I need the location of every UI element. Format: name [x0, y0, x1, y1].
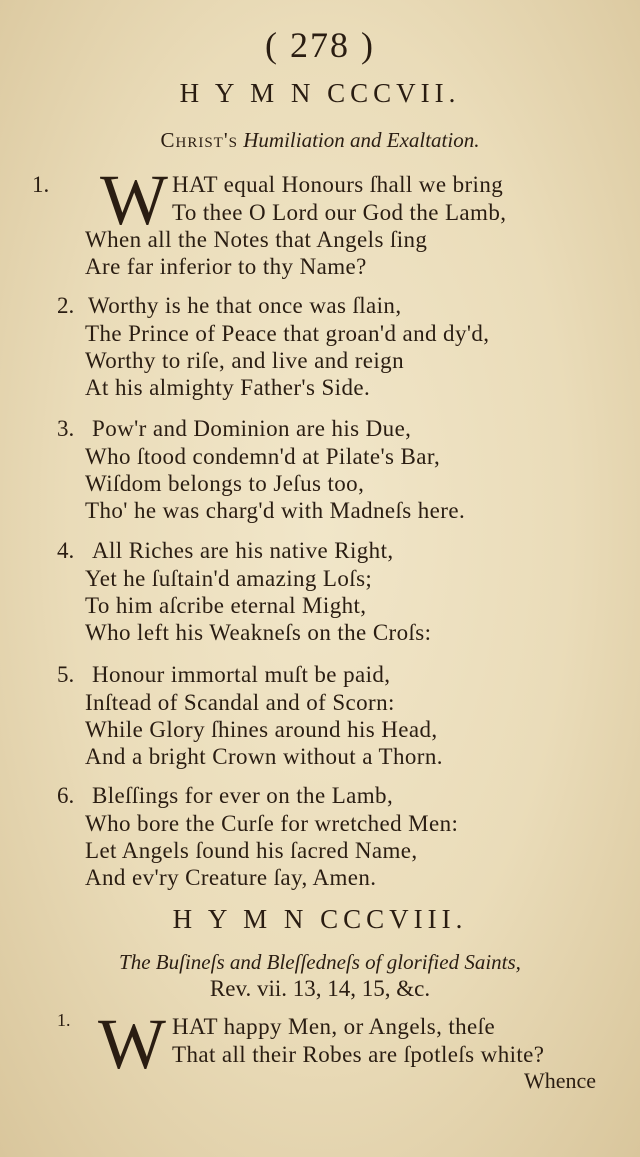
verse-line: And a bright Crown without a Thorn. [85, 744, 443, 769]
verse-line: Worthy is he that once was ſlain, [88, 293, 402, 318]
verse-number: 4. [57, 538, 75, 563]
verse-line: Are far inferior to thy Name? [85, 254, 367, 279]
verse-number: 1. [57, 1010, 71, 1030]
hymn-307-subtitle-italic: Humiliation and Exaltation. [243, 128, 480, 152]
catchword: Whence [523, 1068, 596, 1093]
page-number: ( 278 ) [265, 25, 375, 65]
verse-line: Bleſſings for ever on the Lamb, [92, 783, 394, 808]
verse-line: Let Angels ſound his ſacred Name, [85, 838, 418, 863]
verse-line: Wiſdom belongs to Jeſus too, [85, 471, 365, 496]
verse-line: While Glory ſhines around his Head, [85, 717, 438, 742]
verse-number: 5. [57, 662, 75, 687]
verse-line: Tho' he was charg'd with Madneſs here. [85, 498, 466, 523]
verse-line: Inſtead of Scandal and of Scorn: [85, 690, 395, 715]
verse-number: 2. [57, 293, 75, 318]
verse-line: That all their Robes are ſpotleſs white? [172, 1042, 545, 1067]
hymn-308-title: H Y M N CCCVIII. [172, 904, 468, 934]
verse-number: 1. [32, 172, 50, 197]
hymn-307-subtitle-caps: Christ's [160, 128, 238, 152]
hymn-308-subtitle-italic: The Buſineſs and Bleſſedneſs of glorified Saints, [119, 950, 521, 974]
verse-line: When all the Notes that Angels ſing [85, 227, 428, 252]
verse-line: Yet he ſuſtain'd amazing Loſs; [85, 566, 373, 591]
drop-cap: W [100, 160, 168, 240]
verse-line: HAT equal Honours ſhall we bring [172, 172, 504, 197]
verse-line: Who left his Weakneſs on the Croſs: [85, 620, 432, 645]
verse-line: Worthy to riſe, and live and reign [85, 348, 404, 373]
verse-line: At his almighty Father's Side. [85, 375, 371, 400]
drop-cap: W [98, 1004, 166, 1084]
hymn-308-subtitle [0, 950, 640, 975]
verse-line: The Prince of Peace that groan'd and dy'd, [85, 321, 490, 346]
verse-number: 3. [57, 416, 75, 441]
hymn-307-subtitle [0, 128, 640, 153]
verse-line: All Riches are his native Right, [92, 538, 394, 563]
verse-line: Honour immortal muſt be paid, [92, 662, 391, 687]
scripture-reference: Rev. vii. 13, 14, 15, &c. [209, 976, 431, 1001]
verse-line: Who ſtood condemn'd at Pilate's Bar, [85, 444, 441, 469]
verse-line: To thee O Lord our God the Lamb, [172, 200, 507, 225]
verse-line: To him aſcribe eternal Might, [85, 593, 367, 618]
verse-line: And ev'ry Creature ſay, Amen. [85, 865, 377, 890]
verse-line: Pow'r and Dominion are his Due, [92, 416, 412, 441]
verse-number: 6. [57, 783, 75, 808]
verse-line: HAT happy Men, or Angels, theſe [172, 1014, 496, 1039]
verse-line: Who bore the Curſe for wretched Men: [85, 811, 459, 836]
hymn-307-title: H Y M N CCCVII. [179, 78, 461, 108]
